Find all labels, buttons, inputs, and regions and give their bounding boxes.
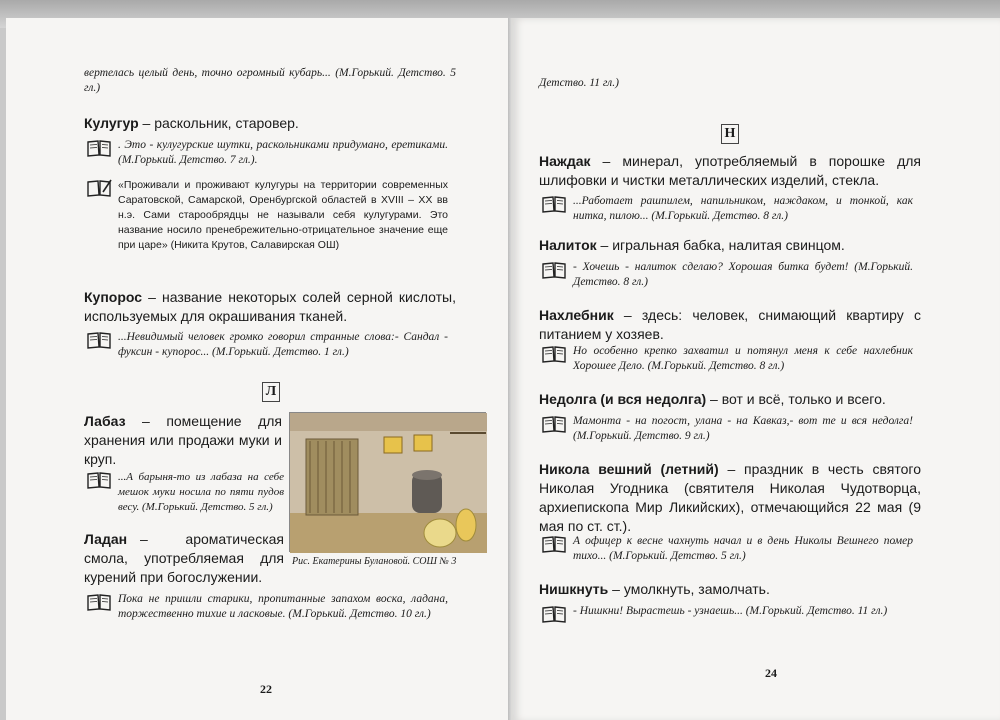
entry-quote: . Это - кулугурские шутки, раскольниками придумано, еретиками. (М.Горький. Детство. 7 гл.).	[118, 139, 448, 166]
entry-definition: – название некоторых солей серной кислоты, используемых для окрашивания тканей.	[84, 289, 456, 324]
entry-term: Нахлебник	[539, 307, 614, 323]
book-icon	[86, 139, 112, 158]
entry-term: Нишкнуть	[539, 581, 609, 597]
entry-quote: А офицер к весне чахнуть начал и в день Николы Вешнего помер тихо... (М.Горький. Детство. 5 гл.)	[573, 535, 913, 562]
book-icon	[541, 345, 567, 364]
entry-definition: – игральная бабка, налитая свинцом.	[596, 237, 845, 253]
quote-row	[541, 604, 923, 624]
entry-quote: ...Невидимый человек громко говорил странные слова:- Сандал - фуксин - купорос... (М.Горький. Детство. 1 гл.)	[118, 331, 448, 358]
entry-nishknut	[539, 580, 921, 599]
section-letter: Н	[721, 124, 739, 144]
book-icon	[541, 415, 567, 434]
book-icon	[541, 261, 567, 280]
section-letter: Л	[262, 382, 280, 402]
right-page	[511, 18, 1000, 720]
entry-nalitok	[539, 236, 921, 255]
entry-definition: – умолкнуть, замолчать.	[608, 581, 770, 597]
entry-quote: Мамонта - на погост, улана - на Кавказ,- вот те и вся недолга! (М.Горький. Детство. 9 гл.)	[573, 415, 913, 442]
quote-row	[86, 592, 458, 622]
note-row	[86, 178, 458, 253]
illustration-caption: Рис. Екатерины Булановой. СОШ № 3	[292, 556, 457, 567]
book-icon	[541, 535, 567, 554]
book-icon	[541, 605, 567, 624]
entry-definition: – здесь: человек, снимающий квартиру с питанием у хозяев.	[539, 307, 921, 342]
entry-nikola	[539, 460, 921, 536]
book-icon	[86, 471, 112, 490]
entry-nakhlebnik	[539, 306, 921, 344]
entry-nazhdak	[539, 152, 921, 190]
entry-term: Недолга (и вся недолга)	[539, 391, 707, 407]
entry-definition: – праздник в честь святого Николая Угодника (святителя Николая Чудотворца, архиепископа Мир Ликийских), отмечающийся 22 мая (9 мая по ст. ст.).	[539, 461, 921, 534]
entry-definition: – вот и всё, только и всего.	[706, 391, 886, 407]
entry-quote: ...Работает рашпилем, напильником, наждаком, и тонкой, как нитка, пилою... (М.Горький. Детство. 8 гл.)	[573, 195, 913, 222]
warehouse-drawing	[290, 413, 487, 553]
quote-row	[541, 260, 923, 290]
left-page	[6, 18, 511, 720]
book-icon	[541, 195, 567, 214]
entry-quote: ...А барыня-то из лабаза на себе мешок муки носила по пяти пудов весу. (М.Горький. Детство. 5 гл.)	[118, 471, 284, 513]
quote-row	[541, 534, 923, 564]
entry-term: Кулугур	[84, 115, 139, 131]
entry-term: Ладан	[84, 531, 128, 547]
entry-labaz	[84, 412, 282, 469]
entry-kuporos	[84, 288, 456, 326]
left-top-quote: вертелась целый день, точно огромный кубарь... (М.Горький. Детство. 5 гл.)	[84, 67, 456, 94]
quote-row	[86, 138, 458, 168]
entry-definition: – раскольник, старовер.	[138, 115, 299, 131]
page-number: 22	[260, 682, 272, 696]
quote-row	[86, 470, 286, 515]
book-icon	[86, 593, 112, 612]
entry-term: Лабаз	[84, 413, 126, 429]
entry-quote: Пока не пришли старики, пропитанные запахом воска, ладана, торжественно тихие и ласковые. (М.Горький. Детство. 10 гл.)	[118, 593, 448, 620]
right-top-quote: Детство. 11 гл.)	[539, 77, 619, 89]
entry-quote: - Нишкни! Вырастешь - узнаешь... (М.Горький. Детство. 11 гл.)	[573, 605, 888, 617]
entry-nedolga	[539, 390, 921, 409]
quote-row	[541, 194, 923, 224]
entry-note: «Проживали и проживают кулугуры на территории современных Саратовской, Самарской, Оренбургской областей в XVIII – XX вв н.э. Сами старообрядцы не называли себя кулугурами. Это название носило пренебрежительно-отрицательное значение еще при царе» (Никита Крутов, Салавирская ОШ)	[118, 179, 448, 251]
entry-quote: - Хочешь - налиток сделаю? Хорошая битка будет! (М.Горький. Детство. 8 гл.)	[573, 261, 913, 288]
entry-definition: – минерал, употребляемый в порошке для шлифовки и чистки металлических изделий, стекла.	[539, 153, 921, 188]
entry-term: Наждак	[539, 153, 591, 169]
entry-term: Купорос	[84, 289, 143, 305]
quote-row	[541, 344, 923, 374]
entry-term: Налиток	[539, 237, 597, 253]
entry-kulugur	[84, 114, 456, 133]
entry-term: Никола вешний (летний)	[539, 461, 719, 477]
entry-ladan-definition: – ароматическая смола, употребляемая для курений при богослужении.	[84, 531, 284, 585]
page-number: 24	[765, 666, 777, 680]
book-pen-icon	[86, 179, 112, 198]
entry-definition: – помещение для хранения или продажи муки и круп.	[84, 413, 282, 467]
entry-quote: Но особенно крепко захватил и потянул меня к себе нахлебник Хорошее Дело. (М.Горький. Детство. 8 гл.)	[573, 345, 913, 372]
quote-row	[86, 330, 458, 360]
quote-row	[541, 414, 923, 444]
book-icon	[86, 331, 112, 350]
illustration	[289, 412, 486, 552]
